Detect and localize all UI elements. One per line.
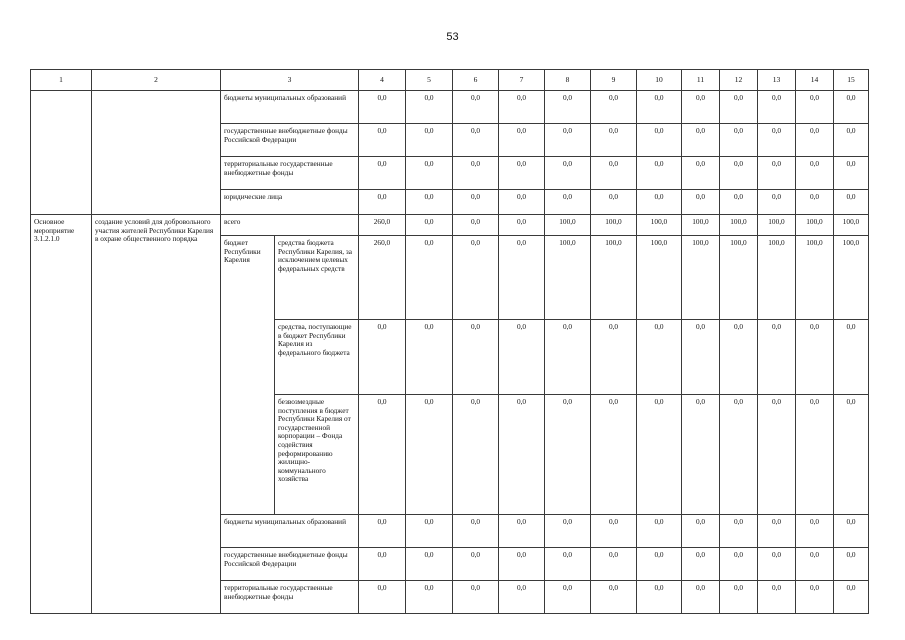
value-cell: 0,0 <box>758 581 796 614</box>
value-cell: 0,0 <box>406 157 453 190</box>
value-cell: 0,0 <box>453 515 499 548</box>
value-cell: 0,0 <box>545 548 591 581</box>
value-cell: 0,0 <box>682 395 720 515</box>
source-label: государственные внебюджетные фонды Российской Федерации <box>221 548 359 581</box>
value-cell: 0,0 <box>591 124 637 157</box>
value-cell: 100,0 <box>545 236 591 320</box>
value-cell: 0,0 <box>682 124 720 157</box>
value-cell: 0,0 <box>682 320 720 395</box>
value-cell: 0,0 <box>758 320 796 395</box>
value-cell: 0,0 <box>406 395 453 515</box>
table-row <box>31 91 869 124</box>
source-label: территориальные государственные внебюджетные фонды <box>221 581 359 614</box>
value-cell: 0,0 <box>637 91 682 124</box>
value-cell: 100,0 <box>796 236 834 320</box>
value-cell: 0,0 <box>499 91 545 124</box>
value-cell: 0,0 <box>758 91 796 124</box>
value-cell: 100,0 <box>758 236 796 320</box>
value-cell: 0,0 <box>591 190 637 215</box>
value-cell: 0,0 <box>720 91 758 124</box>
value-cell: 0,0 <box>499 515 545 548</box>
value-cell: 0,0 <box>720 157 758 190</box>
value-cell: 0,0 <box>359 581 406 614</box>
value-cell: 0,0 <box>359 320 406 395</box>
value-cell: 0,0 <box>453 581 499 614</box>
value-cell: 0,0 <box>834 515 869 548</box>
value-cell: 0,0 <box>682 515 720 548</box>
value-cell: 0,0 <box>682 157 720 190</box>
value-cell: 0,0 <box>834 395 869 515</box>
value-cell: 100,0 <box>682 236 720 320</box>
source-label: безвозмездные поступления в бюджет Республики Карелия от государственной корпорации – Фонда содействия реформированию жилищно-коммунального хозяйства <box>275 395 359 515</box>
value-cell: 0,0 <box>499 236 545 320</box>
value-cell: 0,0 <box>453 320 499 395</box>
value-cell: 0,0 <box>453 395 499 515</box>
value-cell: 100,0 <box>796 215 834 236</box>
budget-group-label: бюджет Республики Карелия <box>221 236 275 515</box>
value-cell: 100,0 <box>834 215 869 236</box>
value-cell: 0,0 <box>720 190 758 215</box>
value-cell: 0,0 <box>591 515 637 548</box>
value-cell: 0,0 <box>453 91 499 124</box>
value-cell: 0,0 <box>682 548 720 581</box>
value-cell: 0,0 <box>359 190 406 215</box>
value-cell: 0,0 <box>834 91 869 124</box>
value-cell: 0,0 <box>499 157 545 190</box>
value-cell: 100,0 <box>758 215 796 236</box>
source-label: юридические лица <box>221 190 359 215</box>
value-cell: 0,0 <box>545 320 591 395</box>
value-cell: 0,0 <box>758 190 796 215</box>
value-cell: 0,0 <box>499 215 545 236</box>
value-cell: 100,0 <box>834 236 869 320</box>
value-cell: 0,0 <box>499 548 545 581</box>
value-cell: 0,0 <box>591 581 637 614</box>
value-cell: 0,0 <box>637 395 682 515</box>
source-label: бюджеты муниципальных образований <box>221 515 359 548</box>
value-cell: 100,0 <box>591 236 637 320</box>
column-header: 9 <box>591 70 637 91</box>
column-header: 13 <box>758 70 796 91</box>
column-header: 7 <box>499 70 545 91</box>
value-cell: 0,0 <box>591 320 637 395</box>
value-cell: 0,0 <box>499 124 545 157</box>
value-cell: 0,0 <box>453 124 499 157</box>
value-cell: 0,0 <box>720 581 758 614</box>
value-cell: 0,0 <box>637 190 682 215</box>
value-cell: 0,0 <box>720 515 758 548</box>
value-cell: 0,0 <box>545 581 591 614</box>
empty-cell-col1 <box>31 91 92 215</box>
value-cell: 0,0 <box>796 320 834 395</box>
value-cell: 100,0 <box>637 215 682 236</box>
column-header: 15 <box>834 70 869 91</box>
value-cell: 100,0 <box>637 236 682 320</box>
value-cell: 100,0 <box>720 215 758 236</box>
column-header: 14 <box>796 70 834 91</box>
value-cell: 0,0 <box>758 124 796 157</box>
source-label: государственные внебюджетные фонды Российской Федерации <box>221 124 359 157</box>
value-cell: 0,0 <box>796 548 834 581</box>
page-number: 53 <box>446 31 459 43</box>
value-cell: 0,0 <box>453 157 499 190</box>
value-cell: 0,0 <box>834 548 869 581</box>
value-cell: 0,0 <box>682 91 720 124</box>
value-cell: 0,0 <box>499 395 545 515</box>
column-header: 10 <box>637 70 682 91</box>
column-header: 6 <box>453 70 499 91</box>
value-cell: 0,0 <box>545 124 591 157</box>
value-cell: 0,0 <box>406 190 453 215</box>
value-cell: 0,0 <box>796 190 834 215</box>
header-row <box>31 70 869 91</box>
value-cell: 0,0 <box>359 395 406 515</box>
value-cell: 0,0 <box>796 515 834 548</box>
value-cell: 0,0 <box>682 581 720 614</box>
value-cell: 100,0 <box>720 236 758 320</box>
column-header: 8 <box>545 70 591 91</box>
value-cell: 0,0 <box>545 515 591 548</box>
column-header: 3 <box>221 70 359 91</box>
source-label: всего <box>221 215 359 236</box>
value-cell: 100,0 <box>591 215 637 236</box>
activity-code: Основное мероприятие 3.1.2.1.0 <box>31 215 92 614</box>
value-cell: 100,0 <box>545 215 591 236</box>
column-header: 2 <box>92 70 221 91</box>
value-cell: 0,0 <box>499 190 545 215</box>
column-header: 1 <box>31 70 92 91</box>
value-cell: 0,0 <box>720 548 758 581</box>
value-cell: 0,0 <box>834 157 869 190</box>
value-cell: 0,0 <box>499 581 545 614</box>
value-cell: 0,0 <box>453 548 499 581</box>
value-cell: 0,0 <box>406 215 453 236</box>
value-cell: 260,0 <box>359 236 406 320</box>
column-header: 12 <box>720 70 758 91</box>
value-cell: 0,0 <box>758 515 796 548</box>
empty-cell-col2 <box>92 91 221 215</box>
value-cell: 0,0 <box>796 124 834 157</box>
activity-description: создание условий для добровольного участия жителей Республики Карелия в охране общественного порядка <box>92 215 221 614</box>
value-cell: 0,0 <box>720 395 758 515</box>
value-cell: 0,0 <box>453 215 499 236</box>
value-cell: 0,0 <box>591 395 637 515</box>
value-cell: 0,0 <box>637 124 682 157</box>
table-row-total <box>31 215 869 236</box>
value-cell: 0,0 <box>406 581 453 614</box>
value-cell: 260,0 <box>359 215 406 236</box>
value-cell: 0,0 <box>406 548 453 581</box>
value-cell: 0,0 <box>834 124 869 157</box>
funding-table <box>30 69 869 614</box>
value-cell: 0,0 <box>637 320 682 395</box>
value-cell: 0,0 <box>406 515 453 548</box>
value-cell: 0,0 <box>406 124 453 157</box>
value-cell: 0,0 <box>758 548 796 581</box>
value-cell: 0,0 <box>545 91 591 124</box>
value-cell: 0,0 <box>406 236 453 320</box>
value-cell: 0,0 <box>359 91 406 124</box>
value-cell: 0,0 <box>720 320 758 395</box>
value-cell: 0,0 <box>545 157 591 190</box>
value-cell: 0,0 <box>758 395 796 515</box>
value-cell: 0,0 <box>758 157 796 190</box>
value-cell: 0,0 <box>591 91 637 124</box>
value-cell: 0,0 <box>834 581 869 614</box>
value-cell: 0,0 <box>796 581 834 614</box>
value-cell: 0,0 <box>637 157 682 190</box>
value-cell: 0,0 <box>591 157 637 190</box>
value-cell: 0,0 <box>453 236 499 320</box>
source-label: бюджеты муниципальных образований <box>221 91 359 124</box>
value-cell: 0,0 <box>796 395 834 515</box>
value-cell: 0,0 <box>682 190 720 215</box>
value-cell: 0,0 <box>359 124 406 157</box>
value-cell: 0,0 <box>545 395 591 515</box>
value-cell: 0,0 <box>359 157 406 190</box>
value-cell: 0,0 <box>406 91 453 124</box>
value-cell: 0,0 <box>637 515 682 548</box>
value-cell: 0,0 <box>796 157 834 190</box>
value-cell: 0,0 <box>406 320 453 395</box>
value-cell: 0,0 <box>359 548 406 581</box>
value-cell: 0,0 <box>720 124 758 157</box>
value-cell: 0,0 <box>499 320 545 395</box>
value-cell: 0,0 <box>591 548 637 581</box>
source-label: средства, поступающие в бюджет Республики Карелия из федерального бюджета <box>275 320 359 395</box>
value-cell: 0,0 <box>796 91 834 124</box>
value-cell: 100,0 <box>682 215 720 236</box>
source-label: территориальные государственные внебюджетные фонды <box>221 157 359 190</box>
value-cell: 0,0 <box>453 190 499 215</box>
column-header: 11 <box>682 70 720 91</box>
value-cell: 0,0 <box>545 190 591 215</box>
value-cell: 0,0 <box>359 515 406 548</box>
value-cell: 0,0 <box>834 190 869 215</box>
column-header: 4 <box>359 70 406 91</box>
value-cell: 0,0 <box>834 320 869 395</box>
column-header: 5 <box>406 70 453 91</box>
source-label: средства бюджета Республики Карелия, за исключением целевых федеральных средств <box>275 236 359 320</box>
value-cell: 0,0 <box>637 581 682 614</box>
value-cell: 0,0 <box>637 548 682 581</box>
